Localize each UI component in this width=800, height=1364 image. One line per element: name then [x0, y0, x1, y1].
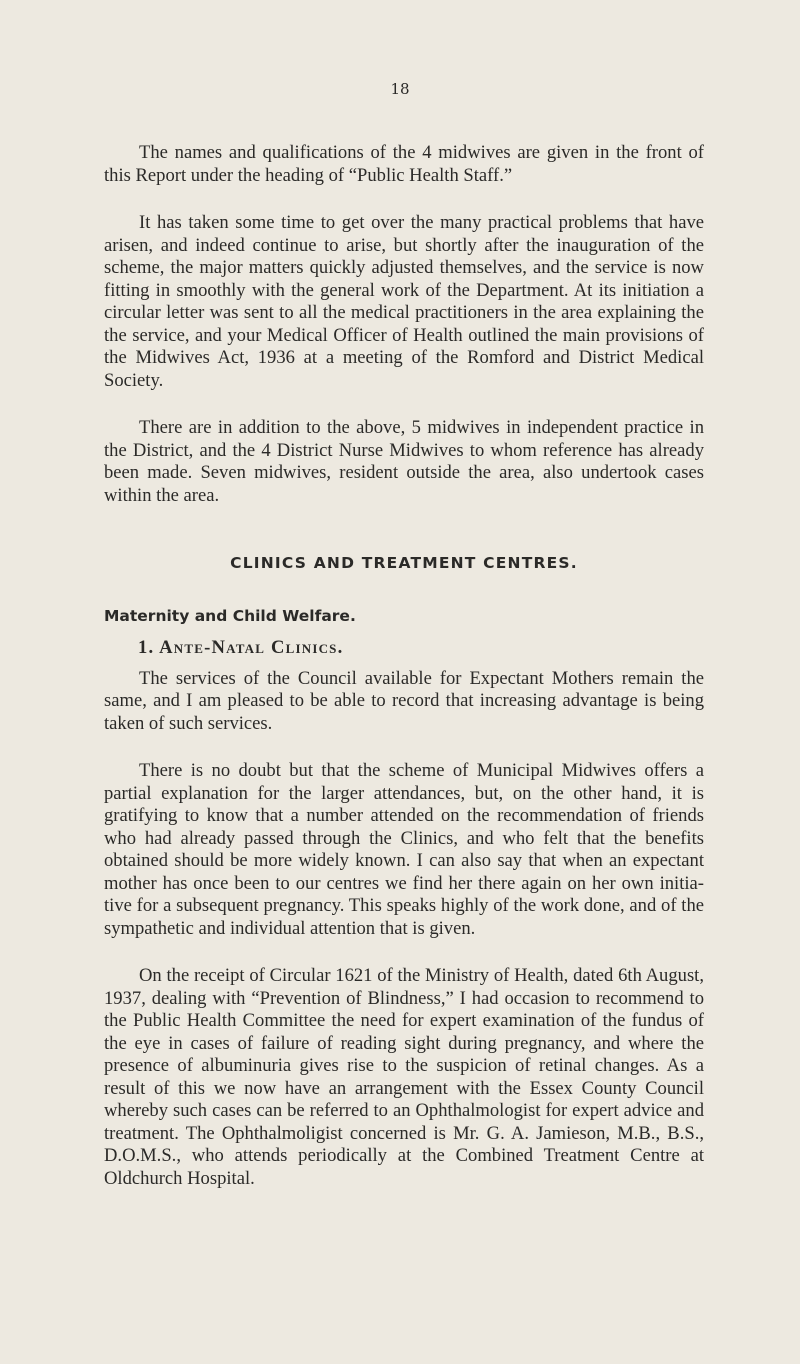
- page-body: [104, 142, 704, 1190]
- paragraph-prevention-of-blindness: On the receipt of Circular 1621 of the Ministry of Health, dated 6th August, 1937, dealing with “Prevention of Blindness,” I had occasion to recommend to the Public Health Committee the need for expert examination of the fundus of the eye in cases of failure of reading sight during pregnancy, and where the presence of albuminuria gives rise to the suspicion of retinal changes. As a result of this we now have an arrangement with the Essex County Council whereby such cases can be referred to an Ophthalmologist for expert advice and treatment. The Ophthalmoligist concerned is Mr. G. A. Jamieson, M.B., B.S., D.O.M.S., who attends periodically at the Combined Treatment Centre at Oldchurch Hospital.: [104, 965, 704, 1189]
- paragraph-midwives-names: The names and qualifications of the 4 midwives are given in the front of this Report under the heading of “Public Health Staff.”: [104, 142, 704, 186]
- paragraph-practical-problems: It has taken some time to get over the many practical problems that have arisen, and indeed continue to arise, but shortly after the inauguration of the scheme, the major matters quickly adjusted themselves, and the service is now fitting in smoothly with the general work of the Department. At its initiation a circular letter was sent to all the medical practitioners in the area explaining the the service, and your Medical Officer of Health outlined the main provisions of the Midwives Act, 1936 at a meeting of the Romford and District Medical Society.: [104, 212, 704, 391]
- subheading-ante-natal-clinics: 1. Ante-Natal Clinics.: [138, 637, 344, 658]
- section-heading-clinics: CLINICS AND TREATMENT CENTRES.: [230, 554, 578, 572]
- subheading-maternity-child-welfare: Maternity and Child Welfare.: [104, 606, 356, 625]
- paragraph-municipal-midwives: There is no doubt but that the scheme of Municipal Midwives offers a partial explanation for the larger attendances, but, on the other hand, it is gratifying to know that a number attended on the recommendation of friends who had already passed through the Clinics, and who felt that the benefits obtained should be more widely known. I can also say that when an expectant mother has once been to our centres we find her there again on her own initiative for a subsequent pregnancy. This speaks highly of the work done, and of the sympathetic and individual attention that is given.: [104, 760, 704, 939]
- paragraph-independent-midwives: There are in addition to the above, 5 midwives in independent practice in the District, and the 4 District Nurse Midwives to whom reference has already been made. Seven midwives, resident outside the area, also undertook cases within the area.: [104, 417, 704, 506]
- paragraph-expectant-mothers: The services of the Council available for Expectant Mothers remain the same, and I am pleased to be able to record that increasing advantage is being taken of such services.: [104, 667, 704, 734]
- page-number: 18: [390, 80, 410, 98]
